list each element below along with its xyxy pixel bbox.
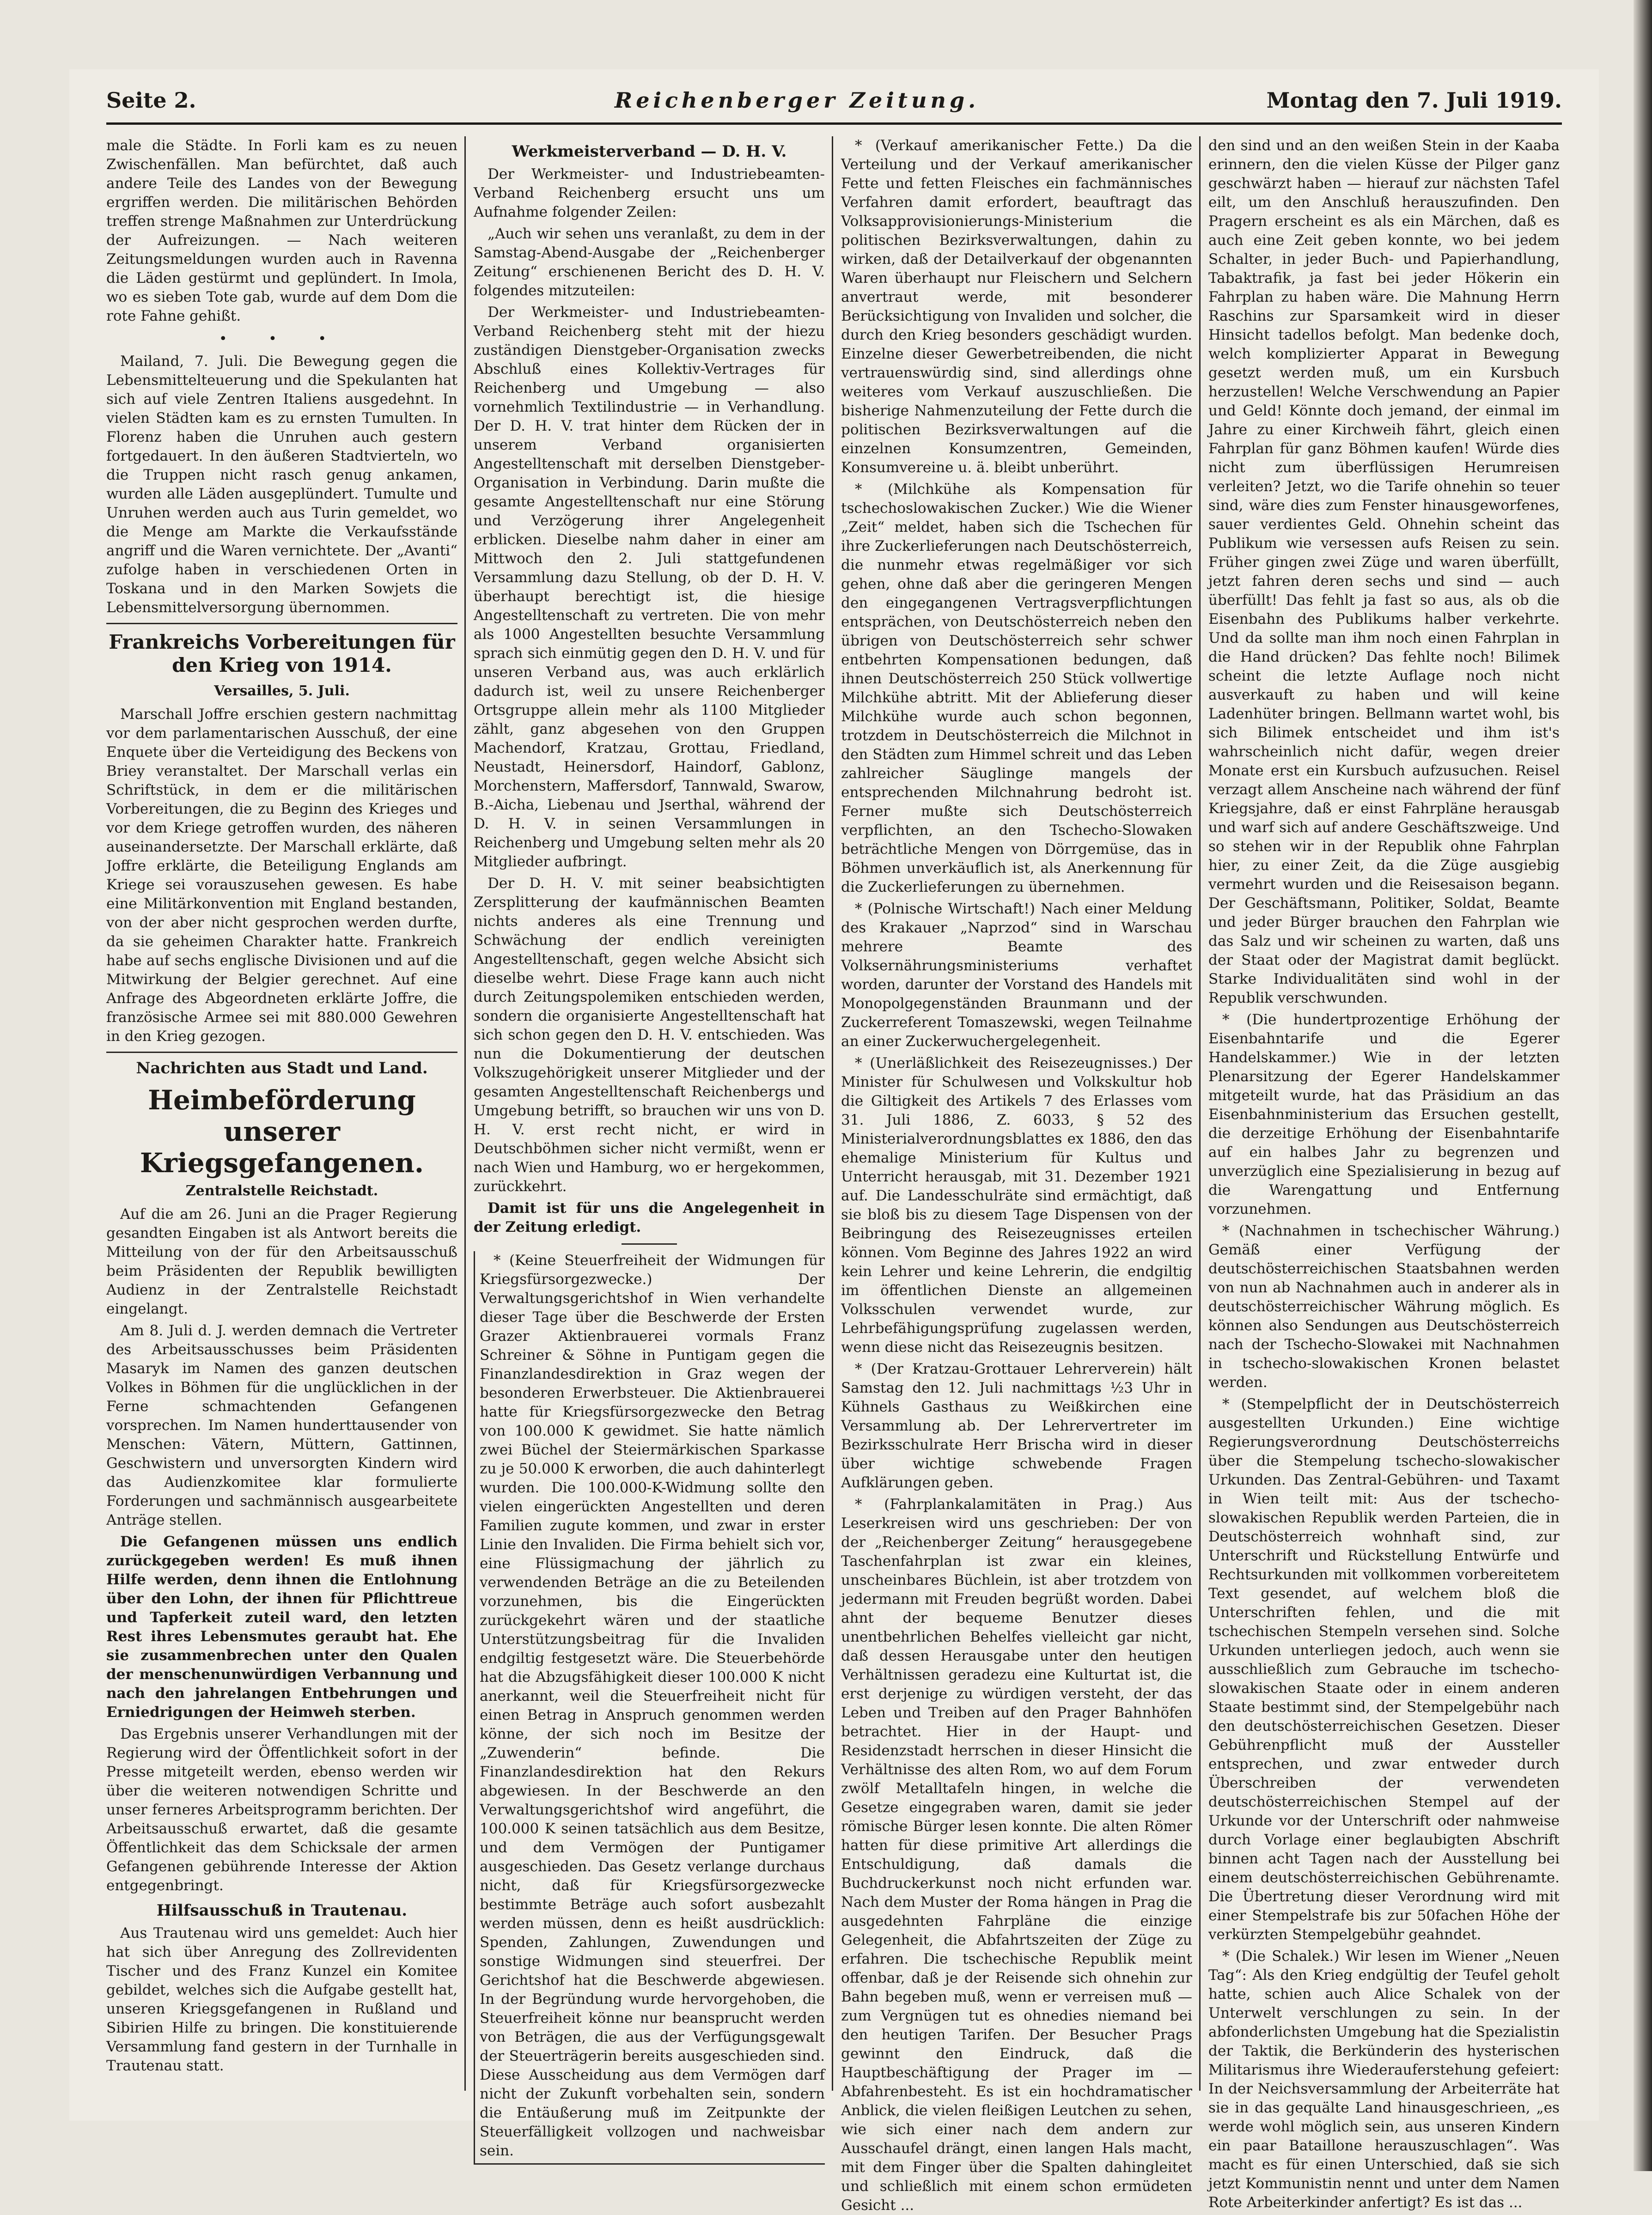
article-werkmeister-p2: „Auch wir sehen uns veranlaßt, zu dem in der Samstag-Abend-Ausgabe der „Reichenberger Zeitung“ erschienenen Bericht des D. H. V. folgendes mitzuteilen: <box>474 225 825 299</box>
article-reisezeugnis: * (Unerläßlichkeit des Reisezeugnisses.) Der Minister für Schulwesen und Volkskultur hob die Giltigkeit des Artikels 7 des Erlasses vom 31. Juli 1886, Z. 6033, § 52 des Ministerialverordnungsblattes ex 1886, den das ehemalige Ministerium für Kultus und Unterricht herausgab, mit 31. Dezember 1921 auf. Die Landesschulräte sind ermächtigt, daß sie bloß bis zu diesem Tage Dispensen von der Beibringung des Reisezeugnisses erteilen können. Vom Beginne des Jahres 1922 an wird kein Lehrer und keine Lehrerin, die endgiltig im öffentlichen Dienste an allgemeinen Volksschulen verwendet wurde, zur Lehrbefähigungsprüfung zugelassen werden, wenn diese nicht das Reisezeugnis besitzen. <box>841 1055 1192 1356</box>
column-rule <box>832 136 833 2091</box>
article-prisoners-p4: Das Ergebnis unserer Verhandlungen mit der Regierung wird der Öffentlichkeit sofort in der Presse mitgeteilt werden, ebenso werden wir über die weiteren notwendigen Schritte und unser ferneres Arbeitsprogramm berichten. Der Arbeitsausschuß erwartet, daß die gesamte Öffentlichkeit das dem Schicksale der armen Gefangenen gebührende Interesse der Aktion entgegenbringt. <box>106 1726 457 1894</box>
article-italy-continued: male die Städte. In Forli kam es zu neuen Zwischenfällen. Man befürchtet, daß auch andere Teile des Landes von der Bewegung ergriffen werden. Die militärischen Behörden treffen strenge Maßnahmen zur Unterdrückung der Aufreizungen. — Nach weiteren Zeitungsmeldungen wurden auch in Ravenna die Läden gestürmt und geplündert. In Imola, wo es sieben Tote gab, wurde auf dem Dom die rote Fahne gehißt. <box>106 137 457 324</box>
article-fahrplan-continued: den sind und an den weißen Stein in der Kaaba erinnern, den die vielen Küsse der Pilger ganz geschwärzt haben — hierauf zur nächsten Tafel eilt, um den Anschluß herauszufinden. Den Pragern erscheint es als ein Märchen, daß es auch eine Zeit geben konnte, wo bei jedem Schalter, in jeder Buch- und Papierhandlung, Tabaktrafik, ja fast bei jeder Hökerin ein Fahrplan zu haben wäre. Die Mahnung Herrn Raschins zur Sparsamkeit wird in dieser Hinsicht tadellos befolgt. Man bedenke doch, welch komplizierter Apparat in Bewegung gesetzt werden muß, um ein Kursbuch herzustellen! Welche Verschwendung an Papier und Geld! Könnte doch jemand, der einmal im Jahre zu einer Kirchweih fährt, gleich einen Fahrplan für ganz Böhmen kaufen! Würde dies nicht zum überflüssigen Herumreisen verleiten? Jetzt, wo die Tarife ohnehin so teuer sind, wäre dies zum Fenster hinausgeworfenes, sauer verdientes Geld. Ohnehin scheint das Publikum wie versessen aufs Reisen zu sein. Früher gingen zwei Züge und waren überfüllt, jetzt fahren deren sechs und sind — auch überfüllt! Das fehlt ja fast so aus, als ob die Eisenbahn des Publikums halber verkehrte. Und da sollte man ihm noch einen Fahrplan in die Hand drücken? Das fehlte noch! Bilimek scheint die letzte Auflage noch nicht ausverkauft zu haben und will keine Ladenhüter bringen. Bellmann wartet wohl, bis sich Bilimek entscheidet und ihm ist's wahrscheinlich nicht dafür, wegen dreier Monate erst ein Kursbuch aufzusuchen. Reisel verzagt allem Anscheine nach während der fünf Kriegsjahre, daß er einst Fahrpläne herausgab und warf sich auf andere Geschäftszweige. Und so stehen wir in der Republik ohne Fahrplan hier, zu einer Zeit, da die Züge ausgiebig vermehrt wurden und die Reisesaison begann. Der Geschäftsmann, Politiker, Soldat, Beamte und jeder Bürger brauchen den Fahrplan wie das Salz und wir scheinen zu warten, daß uns der Staat oder der Magistrat damit beglückt. Starke Individualitäten sind wohl in der Republik verschwunden. <box>1208 137 1560 1006</box>
article-steuerfreiheit-box <box>474 1251 825 2165</box>
page-number: Seite 2. <box>106 88 196 113</box>
dateline-versailles: Versailles, 5. Juli. <box>214 683 350 699</box>
divider <box>106 623 457 624</box>
article-prisoners-p2: Am 8. Juli d. J. werden demnach die Vertreter des Arbeitsausschusses beim Präsidenten Masaryk im Namen des ganzen deutschen Volkes in Böhmen für die unglücklichen in der Ferne schmachtenden Gefangenen vorsprechen. Im Namen hunderttausender von Menschen: Vätern, Müttern, Gattinnen, Geschwistern und unversorgten Kindern wird das Audienzkomitee klar formulierte Forderungen und sachmännisch ausgearbeitete Anträge stellen. <box>106 1322 457 1528</box>
column-rule <box>1199 136 1201 2091</box>
masthead <box>106 88 1562 125</box>
article-werkmeister-p5: Damit ist für uns die Angelegenheit in der Zeitung erledigt. <box>474 1200 825 1235</box>
article-fette: * (Verkauf amerikanischer Fette.) Da die Verteilung und der Verkauf amerikanischer Fette und fetten Fleisches ein fachmännisches Verfahren damit erfordert, beauftragt das Volksapprovisionierungs-Ministerium die politischen Bezirksverwaltungen, dahin zu wirken, daß der Detailverkauf der obgenannten Waren überhaupt nur Fleischern und Selchern anvertraut werde, mit besonderer Berücksichtigung von Invaliden und solcher, die durch den Krieg besonders geschädigt wurden. Einzelne dieser Gewerbetreibenden, die nicht vertrauenswürdig sind, sind allerdings ohne weiteres vom Verkauf auszuschließen. Die bisherige Nahmenzuteilung der Fette durch die politischen Bezirksverwaltungen auf die einzelnen Konsumzentren, Gemeinden, Konsumvereine u. ä. bleibt unberührt. <box>841 137 1192 476</box>
article-prisoners-p3: Die Gefangenen müssen uns endlich zurückgegeben werden! Es muß ihnen Hilfe werden, denn ihnen die Entlohnung über den Lohn, der ihnen für Pflichttreue und Tapferkeit zuteil ward, den letzten Rest ihres Lebensmutes geraubt hat. Ehe sie zusammenbrechen unter den Qualen der menschenunwürdigen Verbannung und nach den jahrelangen Entbehrungen und Erniedrigungen der Heimweh sterben. <box>106 1533 457 1721</box>
article-schalek: * (Die Schalek.) Wir lesen im Wiener „Neuen Tag“: Als den Krieg endgültig der Teufel geholt hatte, schien auch Alice Schalek von der Unterwelt verschlungen zu sein. In der abfonderlichsten Umgebung hat die Spezialistin der Taktik, die Berkünderin des hysterischen Militarismus ihre Wiederauferstehung gefeiert: In der Neichsversammlung der Arbeiterräte hat sie in das gequälte Land hinausgeschrieen, „es werde wohl möglich sein, aus unseren Kindern ein paar Bataillone herauszuschlagen“. Was macht es für einen Unterschied, daß sie sich jetzt Kommunistin nennt und unter dem Namen Rote Arbeiterkinder anfertigt? Es ist das ... <box>1208 1948 1560 2211</box>
headline-france: Frankreichs Vorbereitungen für den Krieg von 1914. <box>109 631 455 676</box>
issue-date: Montag den 7. Juli 1919. <box>1266 88 1562 113</box>
headline-werkmeister: Werkmeisterverband — D. H. V. <box>512 142 787 161</box>
column-1 <box>106 136 457 2091</box>
article-steuerfreiheit: * (Keine Steuerfreiheit der Widmungen für Kriegsfürsorgezwecke.) Der Verwaltungsgerichtshof in Wien verhandelte dieser Tage über die Beschwerde der Ersten Grazer Aktienbrauerei vormals Franz Schreiner & Söhne in Puntigam gegen die Finanzlandesdirektion in Graz wegen der besonderen Erwerbsteuer. Die Aktienbrauerei hatte für Kriegsfürsorgezwecke den Betrag von 100.000 K gewidmet. Sie hatte nämlich zwei Büchel der Steiermärkischen Sparkasse zu je 50.000 K erworben, die auch dahinterlegt wurden. Die 100.000-K-Widmung sollte den vielen eingerückten Angestellten und deren Familien zugute kommen, und zwar in erster Linie den Invaliden. Die Firma behielt sich vor, eine Flüssigmachung der jährlich zu verwendenden Beträge an die zu Beteilenden vorzunehmen, bis die Eingerückten zurückgekehrt wären und der staatliche Unterstützungsbeitrag für die Invaliden endgiltig festgesetzt wäre. Die Steuerbehörde hat die Abzugsfähigkeit dieser 100.000 K nicht anerkannt, weil die Steuerfreiheit nicht für einen Betrag in Anspruch genommen werden könne, der sich noch im Besitze der „Zuwenderin“ befinde. Die Finanzlandesdirektion hat den Rekurs abgewiesen. In der Beschwerde an den Verwaltungsgerichtshof wird angeführt, die 100.000 K seinen tatsächlich aus dem Besitze, und dem Vermögen der Puntigamer ausgeschieden. Das Gesetz verlange durchaus nicht, daß für Kriegsfürsorgezwecke bestimmte Beträge auch sofort ausbezahlt werden müssen, denn es heißt ausdrücklich: Spenden, Zahlungen, Zuwendungen und sonstige Widmungen sind steuerfrei. Der Gerichtshof hat die Beschwerde abgewiesen. In der Begründung wurde hervorgehoben, die Steuerfreiheit könne nur beansprucht werden von Beträgen, die aus der Verfügungsgewalt der Steuerträgerin bereits ausgeschieden sind. Diese Ausscheidung aus dem Vermögen darf nicht der Zukunft vorbehalten sein, sondern die Entäußerung muß im Zeitpunkte der Steuerfälligkeit vollzogen und nachweisbar sein. <box>480 1252 825 2159</box>
article-milchkuehe: * (Milchkühe als Kompensation für tschechoslowakischen Zucker.) Wie die Wiener „Zeit“ meldet, haben sich die Tschechen für ihre Zuckerlieferungen nach Deutschösterreich, die nunmehr etwas regelmäßiger vor sich gehen, ohne daß aber die geringeren Mengen den eingegangenen Vertragsverpflichtungen entsprächen, von Deutschösterreich neben den übrigen von Deutschösterreich sehr schwer entbehrten Kompensationen bedungen, daß ihnen Deutschösterreich 250 Stück vollwertige Milchkühe abtritt. Mit der Ablieferung dieser Milchkühe wurde auch schon begonnen, trotzdem in Deutschösterreich die Milchnot in den Städten zum Himmel schreit und das Leben zahlreicher Säuglinge mangels der entsprechenden Milchnahrung bedroht ist. Ferner mußte sich Deutschösterreich verpflichten, an den Tschecho-Slowaken beträchtliche Mengen von Dörrgemüse, das in Böhmen unverkäuflich ist, als Anerkennung für die Zuckerlieferungen zu übernehmen. <box>841 481 1192 895</box>
article-werkmeister-p4: Der D. H. V. mit seiner beabsichtigten Zersplitterung der kaufmännischen Beamten nichts anderes als eine Trennung und Schwächung der endlich vereinigten Angestelltenschaft, gegen welche Absicht sich dieselbe wehrt. Diese Frage kann auch nicht durch Zeitungspolemiken entschieden werden, sondern die organisierte Angestelltenschaft hat sich schon gegen den D. H. V. entschieden. Was nun die Dokumentierung der deutschen Volkszugehörigkeit unserer Mitglieder und der gesamten Angestelltenschaft Reichenbergs und Umgebung betrifft, so brauchen wir uns von D. H. V. erst recht nicht, er wird in Deutschböhmen sicher nicht vermißt, wenn er nach Wien und Hamburg, wo er hergekommen, zurückkehrt. <box>474 875 825 1195</box>
divider-short <box>622 1243 677 1245</box>
headline-prisoners: Heimbeförderung unserer Kriegsgefangenen. <box>140 1084 424 1179</box>
separator-stars: • • • <box>219 331 345 347</box>
column-3 <box>841 136 1192 2214</box>
column-rule <box>464 136 466 2091</box>
header-rule <box>106 122 1562 125</box>
section-heading-local-news: Nachrichten aus Stadt und Land. <box>136 1059 428 1077</box>
paper-title: Reichenberger Zeitung. <box>615 88 980 113</box>
article-trautenau: Aus Trautenau wird uns gemeldet: Auch hier hat sich über Anregung des Zollrevidenten Tischer und des Franz Kunzel ein Komitee gebildet, welches sich die Aufgabe gestellt hat, unseren Kriegsgefangenen in Rußland und Sibirien Hilfe zu bringen. Die konstituierende Versammlung fand gestern in der Turnhalle in Trautenau statt. <box>106 1925 457 2074</box>
article-fahrplan: * (Fahrplankalamitäten in Prag.) Aus Leserkreisen wird uns geschrieben: Der von der „Reichenberger Zeitung“ herausgegebene Taschenfahrplan ist zwar ein kleines, unscheinbares Büchlein, ist aber trotzdem von jedermann mit Freuden begrüßt worden. Dabei ahnt der bequeme Benutzer dieses unentbehrlichen Behelfes vielleicht gar nicht, daß dessen Herausgabe unter den heutigen Verhältnissen geradezu eine Kulturtat ist, die erst derjenige zu würdigen versteht, der das Leben und Treiben auf den Prager Bahnhöfen betrachtet. Hier in der Haupt- und Residenzstadt herrschen in dieser Hinsicht die Verhältnisse des alten Rom, wo auf dem Forum zwölf Metalltafeln hingen, in welche die Gesetze eingegraben waren, damit sie jeder römische Bürger lesen konnte. Die alten Römer hatten für diese primitive Art allerdings die Entschuldigung, daß damals die Buchdruckerkunst noch nicht erfunden war. Nach dem Muster der Roma hängen in Prag die ausgedehnten Fahrpläne die einzige Gelegenheit, die Abfahrtszeiten der Züge zu erfahren. Die tschechische Republik meint offenbar, daß je der Reisende sich ohnehin zur Bahn begeben muß, wenn er verreisen muß — zum Vergnügen tut es ohnedies niemand bei den heutigen Tarifen. Der Besucher Prags gewinnt den Eindruck, daß die Hauptbeschäftigung der Prager im — Abfahrenbesteht. Es ist ein hochdramatischer Anblick, die vielen fleißigen Leutchen zu sehen, wie sich einer nach dem andern zur Ausschaufel drängt, einen langen Hals macht, mit dem Finger über die Spalten dahingleitet und schließlich mit einem schon ermüdeten Gesicht ... <box>841 1496 1192 2214</box>
column-2 <box>474 136 825 2159</box>
article-werkmeister-p3: Der Werkmeister- und Industriebeamten-Verband Reichenberg steht mit der hiezu zuständigen Dienstgeber-Organisation zwecks Abschluß eines Kollektiv-Vertrages für Reichenberg und Umgebung — also vornehmlich Textilindustrie — in Verhandlung. Der D. H. V. trat hinter dem Rücken der in unserem Verband organisierten Angestelltenschaft mit derselben Dienstgeber-Organisation in Verbindung. Darin mußte die gesamte Angestelltenschaft nur eine Störung und Verzögerung ihrer Angelegenheit erblicken. Dieselbe nahm daher in einer am Mittwoch den 2. Juli stattgefundenen Versammlung dazu Stellung, ob der D. H. V. überhaupt berechtigt ist, die hiesige Angestelltenschaft zu vertreten. Die von mehr als 1000 Angestellten besuchte Versammlung sprach sich einmütig gegen den D. H. V. und für unseren Verband aus, was auch erklärlich dadurch ist, weil zu unsere Reichenberger Ortsgruppe allein mehr als 1100 Mitglieder zählt, ganz abgesehen von den Gruppen Machendorf, Kratzau, Grottau, Friedland, Neustadt, Heinersdorf, Haindorf, Gablonz, Morchenstern, Maffersdorf, Tannwald, Swarow, B.-Aicha, Liebenau und Jserthal, während der D. H. V. in seinen Versammlungen in Reichenberg und Umgebung selten mehr als 20 Mitglieder aufbringt. <box>474 304 825 870</box>
article-lehrerverein: * (Der Kratzau-Grottauer Lehrerverein) hält Samstag den 12. Juli nachmittags ½3 Uhr in Kühnels Gasthaus zu Weißkirchen eine Versammlung ab. Der Lehrervertreter im Bezirksschulrate Herr Brischa wird in dieser über wichtige schwebende Fragen Aufklärungen geben. <box>841 1361 1192 1491</box>
newspaper-page <box>69 69 1599 2214</box>
article-werkmeister-intro: Der Werkmeister- und Industriebeamten-Verband Reichenberg ersucht uns um Aufnahme folgender Zeilen: <box>474 166 825 220</box>
article-milan: Mailand, 7. Juli. Die Bewegung gegen die Lebensmittelteuerung und die Spekulanten hat sich auf viele Zentren Italiens ausgedehnt. In vielen Städten kam es zu ernsten Tumulten. In Florenz haben die Unruhen auch gestern fortgedauert. In den äußeren Stadtvierteln, wo die Truppen nicht rasch genug ankamen, wurden alle Läden ausgeplündert. Tumulte und Unruhen werden auch aus Turin gemeldet, wo die Menge am Markte die Verkaufsstände angriff und die Waren vernichtete. Der „Avanti“ zufolge haben in verschiedenen Orten in Toskana und in den Marken Sowjets die Lebensmittelversorgung übernommen. <box>106 353 457 616</box>
subheading-reichstadt: Zentralstelle Reichstadt. <box>185 1183 378 1199</box>
headline-trautenau: Hilfsausschuß in Trautenau. <box>156 1901 408 1920</box>
article-stempelpflicht: * (Stempelpflicht der in Deutschösterreich ausgestellten Urkunden.) Eine wichtige Regierungsverordnung Deutschösterreichs über die Stempelung tschecho-slowakischer Urkunden. Das Zentral-Gebühren- und Taxamt in Wien teilt mit: Aus der tschecho-slowakischen Republik werden Parteien, die in Deutschösterreich wohnhaft sind, zur Unterschrift und Rückstellung Entwürfe und Rechtsurkunden mit vollkommen vorbereitetem Text gesendet, auf welchem bloß die Unterschriften fehlen, und die mit tschechischen Stempeln versehen sind. Solche Urkunden unterliegen jedoch, auch wenn sie ausschließlich zum Gebrauche im tschecho-slowakischen Staate oder in einem anderen Staate bestimmt sind, der Stempelgebühr nach den deutschösterreichischen Gesetzen. Dieser Gebührenpflicht muß der Aussteller entsprechen, und zwar entweder durch Überschreiben der verwendeten deutschösterreichischen Stempel auf der Urkunde vor der Unterschrift oder nahmweise durch Vorlage einer beglaubigten Abschrift binnen acht Tagen nach der Ausstellung bei einem deutschösterreichischen Gebührenamte. Die Übertretung dieser Verordnung wird mit einer Stempelstrafe bis zur 50fachen Höhe der verkürzten Stempelgebühr geahndet. <box>1208 1396 1560 1943</box>
column-4 <box>1208 136 1560 2211</box>
article-polnisch: * (Polnische Wirtschaft!) Nach einer Meldung des Krakauer „Naprzod“ sind in Warschau mehrere Beamte des Volksernährungsministeriums verhaftet worden, darunter der Vorstand des Handels mit Monopolgegenständen Braunmann und der Zuckerreferent Tomaszewski, wegen Teilnahme an einer Zuckerwuchergelegenheit. <box>841 901 1192 1050</box>
article-egerer-handelskammer: * (Die hundertprozentige Erhöhung der Eisenbahntarife und die Egerer Handelskammer.) Wie in der letzten Plenarsitzung der Egerer Handelskammer mitgeteilt wurde, hat das Präsidium an das Eisenbahnministerium das Ersuchen gestellt, die derzeitige Erhöhung der Eisenbahntarife auf ein halbes Jahr zu begrenzen und unverzüglich eine Spezialisierung in bezug auf die Warengattung und Entfernung vorzunehmen. <box>1208 1011 1560 1217</box>
page-edge-shadow <box>1634 0 1652 2171</box>
article-france: Marschall Joffre erschien gestern nachmittag vor dem parlamentarischen Ausschuß, der eine Enquete über die Verteidigung des Beckens von Briey veranstaltet. Der Marschall verlas ein Schriftstück, in dem er die militärischen Vorbereitungen, die zu Beginn des Krieges und vor dem Kriege getroffen wurden, des näheren auseinandersetzte. Der Marschall erklärte, daß Joffre erklärte, die Beteiligung Englands am Kriege sei vorauszusehen gewesen. Es habe eine Militärkonvention mit England bestanden, von der aber nicht gesprochen werden durfte, da sie geheimen Charakter hatte. Frankreich habe auf sechs englische Divisionen und auf die Mitwirkung der Belgier gerechnet. Auf eine Anfrage des Abgeordneten erklärte Joffre, die französische Armee sei mit 880.000 Gewehren in den Krieg gezogen. <box>106 706 457 1045</box>
divider <box>106 1052 457 1053</box>
article-prisoners-p1: Auf die am 26. Juni an die Prager Regierung gesandten Eingaben ist als Antwort bereits die Mitteilung von der für den Arbeitsausschuß beim Präsidenten der Republik bewilligten Audienz in der Zentralstelle Reichstadt eingelangt. <box>106 1206 457 1317</box>
article-nachnahmen: * (Nachnahmen in tschechischer Währung.) Gemäß einer Verfügung der deutschösterreichischen Staatsbahnen werden von nun ab Nachnahmen auch in anderer als in deutschösterreichischer Währung möglich. Es können also Sendungen aus Deutschösterreich nach der Tschecho-Slowakei mit Nachnahmen in tschecho-slowakischen Kronen belastet werden. <box>1208 1223 1560 1391</box>
